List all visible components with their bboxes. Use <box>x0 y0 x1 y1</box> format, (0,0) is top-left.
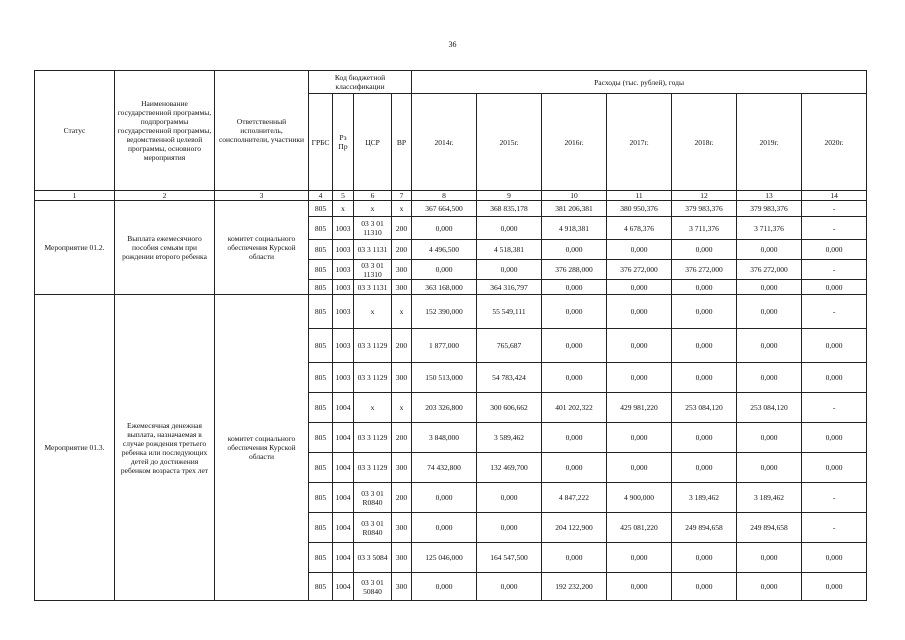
expense-value: 0,000 <box>802 453 867 483</box>
grbs-cell: 805 <box>309 217 333 240</box>
expense-value: 0,000 <box>672 363 737 393</box>
expense-value: 0,000 <box>542 329 607 363</box>
vr-cell: 300 <box>392 280 412 295</box>
expense-value: 379 983,376 <box>672 201 737 217</box>
vr-cell: 200 <box>392 483 412 513</box>
header-year: 2018г. <box>672 94 737 191</box>
header-year: 2019г. <box>737 94 802 191</box>
expense-value: 4 678,376 <box>607 217 672 240</box>
grbs-cell: 805 <box>309 260 333 280</box>
expense-value: 3 848,000 <box>412 423 477 453</box>
csr-cell: 03 3 1129 <box>354 453 392 483</box>
header-rzpr: Рз Пр <box>333 94 354 191</box>
grbs-cell: 805 <box>309 423 333 453</box>
header-year: 2014г. <box>412 94 477 191</box>
expense-value: 0,000 <box>542 423 607 453</box>
vr-cell: 300 <box>392 260 412 280</box>
vr-cell: 300 <box>392 573 412 601</box>
expense-value: 0,000 <box>607 280 672 295</box>
rzpr-cell: 1003 <box>333 217 354 240</box>
expense-value: 3 589,462 <box>477 423 542 453</box>
vr-cell: 300 <box>392 513 412 543</box>
expense-value: 0,000 <box>672 280 737 295</box>
column-number: 14 <box>802 191 867 201</box>
header-name: Наименование государственной программы, подпрограммы государственной программы, ведомственной целевой программы, основного мероприятия <box>115 71 215 191</box>
expense-value: - <box>802 483 867 513</box>
column-number: 2 <box>115 191 215 201</box>
header-status: Статус <box>35 71 115 191</box>
expense-value: 0,000 <box>412 573 477 601</box>
expense-value: 0,000 <box>477 573 542 601</box>
expense-value: 4 518,381 <box>477 240 542 260</box>
column-number: 6 <box>354 191 392 201</box>
group-name: Ежемесячная денежная выплата, назначаемая в случае рождения третьего ребенка или последующих детей до достижения ребенком возраста трех лет <box>115 295 215 601</box>
expense-value: - <box>802 201 867 217</box>
grbs-cell: 805 <box>309 453 333 483</box>
csr-cell: 03 3 1129 <box>354 423 392 453</box>
expense-value: 132 469,700 <box>477 453 542 483</box>
expense-value: 0,000 <box>607 329 672 363</box>
expense-value: - <box>802 260 867 280</box>
column-number: 9 <box>477 191 542 201</box>
expense-value: 0,000 <box>672 295 737 329</box>
column-number: 11 <box>607 191 672 201</box>
rzpr-cell: 1004 <box>333 543 354 573</box>
expense-value: - <box>802 393 867 423</box>
expense-value: 3 189,462 <box>737 483 802 513</box>
expense-value: 376 272,000 <box>672 260 737 280</box>
vr-cell: 300 <box>392 543 412 573</box>
rzpr-cell: x <box>333 201 354 217</box>
expense-value: 3 189,462 <box>672 483 737 513</box>
rzpr-cell: 1004 <box>333 453 354 483</box>
expense-value: 55 549,111 <box>477 295 542 329</box>
expense-value: 0,000 <box>672 543 737 573</box>
expense-value: 150 513,000 <box>412 363 477 393</box>
expense-value: 0,000 <box>737 329 802 363</box>
grbs-cell: 805 <box>309 573 333 601</box>
expense-value: 0,000 <box>802 329 867 363</box>
expense-value: 0,000 <box>542 295 607 329</box>
expense-value: 0,000 <box>607 453 672 483</box>
rzpr-cell: 1003 <box>333 329 354 363</box>
expense-value: 0,000 <box>737 295 802 329</box>
csr-cell: 03 3 1131 <box>354 240 392 260</box>
expense-value: 0,000 <box>802 543 867 573</box>
rzpr-cell: 1004 <box>333 483 354 513</box>
expense-value: 0,000 <box>802 423 867 453</box>
column-number: 7 <box>392 191 412 201</box>
expense-value: 0,000 <box>607 423 672 453</box>
grbs-cell: 805 <box>309 363 333 393</box>
expense-value: 54 783,424 <box>477 363 542 393</box>
csr-cell: 03 3 1131 <box>354 280 392 295</box>
expense-value: 0,000 <box>737 363 802 393</box>
vr-cell: 300 <box>392 453 412 483</box>
grbs-cell: 805 <box>309 201 333 217</box>
csr-cell: 03 3 01 50840 <box>354 573 392 601</box>
expense-value: 0,000 <box>477 483 542 513</box>
grbs-cell: 805 <box>309 240 333 260</box>
budget-row <box>35 201 867 217</box>
expense-value: 0,000 <box>477 260 542 280</box>
expense-value: 0,000 <box>802 240 867 260</box>
expense-value: 0,000 <box>412 217 477 240</box>
grbs-cell: 805 <box>309 295 333 329</box>
expense-value: 380 950,376 <box>607 201 672 217</box>
expense-value: 0,000 <box>802 573 867 601</box>
column-number-row <box>35 191 867 201</box>
expense-value: 0,000 <box>607 573 672 601</box>
expense-value: 765,687 <box>477 329 542 363</box>
expense-value: 3 711,376 <box>672 217 737 240</box>
expense-value: 4 918,381 <box>542 217 607 240</box>
header-vr: ВР <box>392 94 412 191</box>
column-number: 1 <box>35 191 115 201</box>
expense-value: 4 900,000 <box>607 483 672 513</box>
vr-cell: 200 <box>392 217 412 240</box>
group-name: Выплата ежемесячного пособия семьям при рождении второго ребенка <box>115 201 215 295</box>
expense-value: 0,000 <box>412 483 477 513</box>
rzpr-cell: 1004 <box>333 393 354 423</box>
expense-value: 368 835,178 <box>477 201 542 217</box>
csr-cell: 03 3 01 11310 <box>354 260 392 280</box>
expense-value: 164 547,500 <box>477 543 542 573</box>
expense-value: 0,000 <box>672 453 737 483</box>
expense-value: 192 232,200 <box>542 573 607 601</box>
rzpr-cell: 1003 <box>333 260 354 280</box>
rzpr-cell: 1003 <box>333 363 354 393</box>
expense-value: 0,000 <box>672 240 737 260</box>
expense-value: 0,000 <box>607 543 672 573</box>
expense-value: 204 122,900 <box>542 513 607 543</box>
expense-value: 0,000 <box>672 329 737 363</box>
expense-value: 0,000 <box>412 260 477 280</box>
expense-value: 429 981,220 <box>607 393 672 423</box>
budget-table <box>34 70 867 601</box>
group-responsible: комитет социального обеспечения Курской области <box>215 295 309 601</box>
rzpr-cell: 1004 <box>333 423 354 453</box>
header-year: 2015г. <box>477 94 542 191</box>
expense-value: 0,000 <box>737 280 802 295</box>
vr-cell: x <box>392 295 412 329</box>
csr-cell: 03 3 01 11310 <box>354 217 392 240</box>
expense-value: 0,000 <box>477 217 542 240</box>
page-number: 36 <box>448 40 457 49</box>
csr-cell: 03 3 01 R0840 <box>354 483 392 513</box>
grbs-cell: 805 <box>309 393 333 423</box>
csr-cell: 03 3 1129 <box>354 329 392 363</box>
budget-row <box>35 295 867 329</box>
expense-value: 0,000 <box>607 240 672 260</box>
header-year: 2020г. <box>802 94 867 191</box>
expense-value: 0,000 <box>542 543 607 573</box>
grbs-cell: 805 <box>309 329 333 363</box>
expense-value: 0,000 <box>737 240 802 260</box>
grbs-cell: 805 <box>309 280 333 295</box>
grbs-cell: 805 <box>309 543 333 573</box>
csr-cell: x <box>354 201 392 217</box>
expense-value: 152 390,000 <box>412 295 477 329</box>
csr-cell: 03 3 1129 <box>354 363 392 393</box>
column-number: 12 <box>672 191 737 201</box>
group-status: Мероприятие 01.3. <box>35 295 115 601</box>
expense-value: - <box>802 217 867 240</box>
column-number: 3 <box>215 191 309 201</box>
expense-value: 0,000 <box>607 295 672 329</box>
column-number: 10 <box>542 191 607 201</box>
header-grbs: ГРБС <box>309 94 333 191</box>
expense-value: 4 847,222 <box>542 483 607 513</box>
expense-value: 0,000 <box>737 423 802 453</box>
expense-value: - <box>802 295 867 329</box>
csr-cell: 03 3 01 R0840 <box>354 513 392 543</box>
header-code-group: Код бюджетной классификации <box>309 71 412 94</box>
header-year: 2016г. <box>542 94 607 191</box>
expense-value: 0,000 <box>737 453 802 483</box>
rzpr-cell: 1004 <box>333 573 354 601</box>
expense-value: 0,000 <box>737 573 802 601</box>
expense-value: 401 202,322 <box>542 393 607 423</box>
expense-value: 0,000 <box>737 543 802 573</box>
expense-value: 381 206,381 <box>542 201 607 217</box>
grbs-cell: 805 <box>309 513 333 543</box>
rzpr-cell: 1003 <box>333 280 354 295</box>
expense-value: 125 046,000 <box>412 543 477 573</box>
rzpr-cell: 1003 <box>333 295 354 329</box>
csr-cell: 03 3 5084 <box>354 543 392 573</box>
expense-value: 203 326,800 <box>412 393 477 423</box>
group-status: Мероприятие 01.2. <box>35 201 115 295</box>
expense-value: 379 983,376 <box>737 201 802 217</box>
csr-cell: x <box>354 295 392 329</box>
vr-cell: 300 <box>392 363 412 393</box>
expense-value: 0,000 <box>802 363 867 393</box>
expense-value: 0,000 <box>672 573 737 601</box>
expense-value: 425 081,220 <box>607 513 672 543</box>
expense-value: 376 272,000 <box>737 260 802 280</box>
rzpr-cell: 1004 <box>333 513 354 543</box>
vr-cell: 200 <box>392 329 412 363</box>
expense-value: 0,000 <box>542 280 607 295</box>
grbs-cell: 805 <box>309 483 333 513</box>
expense-value: 253 084,120 <box>737 393 802 423</box>
group-responsible: комитет социального обеспечения Курской области <box>215 201 309 295</box>
column-number: 4 <box>309 191 333 201</box>
vr-cell: 200 <box>392 240 412 260</box>
csr-cell: x <box>354 393 392 423</box>
vr-cell: x <box>392 201 412 217</box>
expense-value: 0,000 <box>542 363 607 393</box>
expense-value: 249 894,658 <box>672 513 737 543</box>
expense-value: 0,000 <box>412 513 477 543</box>
rzpr-cell: 1003 <box>333 240 354 260</box>
expense-value: 4 496,500 <box>412 240 477 260</box>
expense-value: 253 084,120 <box>672 393 737 423</box>
expense-value: 249 894,658 <box>737 513 802 543</box>
column-number: 8 <box>412 191 477 201</box>
expense-value: 0,000 <box>672 423 737 453</box>
vr-cell: x <box>392 393 412 423</box>
expense-value: 0,000 <box>542 453 607 483</box>
vr-cell: 200 <box>392 423 412 453</box>
column-number: 5 <box>333 191 354 201</box>
expense-value: 0,000 <box>542 240 607 260</box>
expense-value: 74 432,800 <box>412 453 477 483</box>
header-year: 2017г. <box>607 94 672 191</box>
expense-value: 300 606,662 <box>477 393 542 423</box>
column-number: 13 <box>737 191 802 201</box>
expense-value: 1 877,000 <box>412 329 477 363</box>
header-expenses-group: Расходы (тыс. рублей), годы <box>412 71 867 94</box>
expense-value: 364 316,797 <box>477 280 542 295</box>
expense-value: 0,000 <box>477 513 542 543</box>
expense-value: 376 272,000 <box>607 260 672 280</box>
header-csr: ЦСР <box>354 94 392 191</box>
expense-value: 363 168,000 <box>412 280 477 295</box>
expense-value: 0,000 <box>802 280 867 295</box>
expense-value: 367 664,500 <box>412 201 477 217</box>
expense-value: 0,000 <box>607 363 672 393</box>
expense-value: - <box>802 513 867 543</box>
expense-value: 3 711,376 <box>737 217 802 240</box>
expense-value: 376 288,000 <box>542 260 607 280</box>
header-responsible: Ответственный исполнитель, соисполнители, участники <box>215 71 309 191</box>
